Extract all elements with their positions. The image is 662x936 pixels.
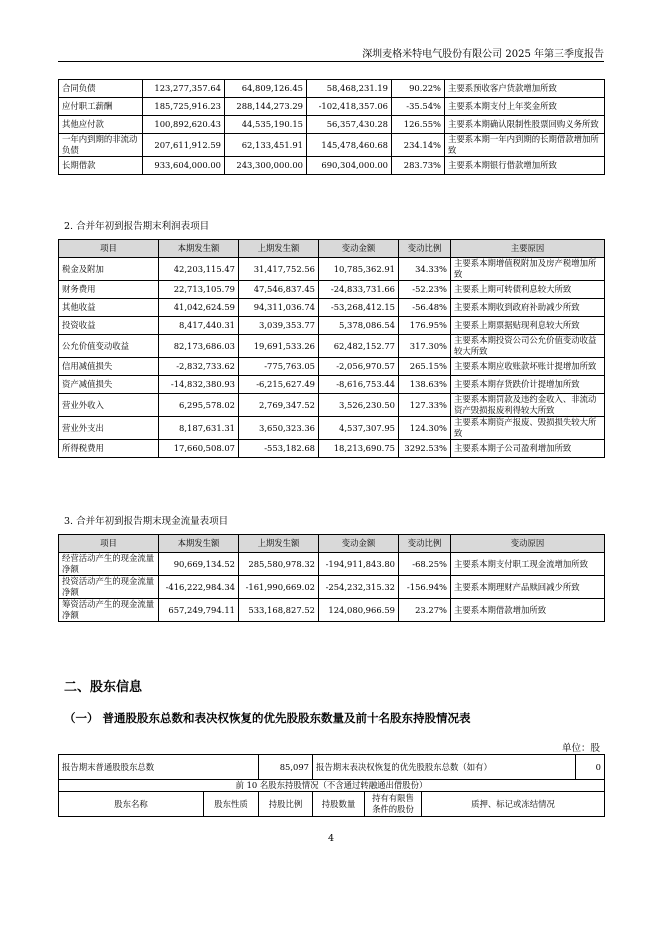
table-cell: 主要系本期增值税附加及房产税增加所致 xyxy=(451,258,605,281)
table-cell: 3,650,323.36 xyxy=(239,417,319,440)
table-cell: 长期借款 xyxy=(59,157,143,175)
total-holders-label: 报告期末普通股股东总数 xyxy=(59,755,259,780)
table-cell: -6,215,627.49 xyxy=(239,376,319,394)
balance-sheet-table xyxy=(58,79,605,175)
table-header-row xyxy=(59,240,605,258)
table-cell: 所得税费用 xyxy=(59,440,159,458)
table-cell: 主要系上期可转债利息较大所致 xyxy=(451,281,605,299)
table-cell: -52.23% xyxy=(399,281,451,299)
pref-holders-label: 报告期末表决权恢复的优先股股东总数（如有） xyxy=(313,755,576,780)
cashflow-section-title: 3. 合并年初到报告期末现金流量表项目 xyxy=(64,516,229,527)
table-cell: 主要系本期银行借款增加所致 xyxy=(445,157,605,175)
table-cell: 288,144,273.29 xyxy=(225,98,307,116)
table-cell: 其他收益 xyxy=(59,299,159,317)
table-cell: 47,546,837.45 xyxy=(239,281,319,299)
column-header: 变动比例 xyxy=(399,535,451,553)
table-cell: 185,725,916.23 xyxy=(143,98,225,116)
table-row xyxy=(59,134,605,157)
table-cell: 234.14% xyxy=(392,134,445,157)
table-cell: 主要系本期资产报废、毁损损失较大所致 xyxy=(451,417,605,440)
table-cell: -102,418,357.06 xyxy=(307,98,392,116)
table-cell: 经营活动产生的现金流量净额 xyxy=(59,553,159,576)
table-row xyxy=(59,116,605,134)
table-cell: 主要系本期收到政府补助减少所致 xyxy=(451,299,605,317)
column-header: 持股数量 xyxy=(313,792,365,817)
table-cell: 56,357,430.28 xyxy=(307,116,392,134)
table-cell: -254,232,315.32 xyxy=(319,576,399,599)
table-row xyxy=(59,98,605,116)
table-row xyxy=(59,394,605,417)
table-cell: 207,611,912.59 xyxy=(143,134,225,157)
table-cell: 19,691,533.26 xyxy=(239,335,319,358)
table-header-row xyxy=(59,792,605,817)
table-cell: 23.27% xyxy=(399,599,451,622)
table-cell: 主要系本期支付上年奖金所致 xyxy=(445,98,605,116)
column-header: 本期发生额 xyxy=(159,240,239,258)
table-cell: 财务费用 xyxy=(59,281,159,299)
table-cell: 690,304,000.00 xyxy=(307,157,392,175)
table-cell: 主要系本期子公司盈利增加所致 xyxy=(451,440,605,458)
table-cell: -2,832,733.62 xyxy=(159,358,239,376)
page-number: 4 xyxy=(327,833,335,844)
table-cell: 127.33% xyxy=(399,394,451,417)
table-cell: 22,713,105.79 xyxy=(159,281,239,299)
table-cell: 62,482,152.77 xyxy=(319,335,399,358)
table-cell: 533,168,827.52 xyxy=(239,599,319,622)
table-cell: 6,295,578.02 xyxy=(159,394,239,417)
table-cell: -53,268,412.15 xyxy=(319,299,399,317)
table-cell: 124,080,966.59 xyxy=(319,599,399,622)
table-cell: 42,203,115.47 xyxy=(159,258,239,281)
cashflow-table xyxy=(58,534,605,622)
table-cell: -8,616,753.44 xyxy=(319,376,399,394)
unit-label: 单位：股 xyxy=(561,743,600,754)
table-cell: 筹资活动产生的现金流量净额 xyxy=(59,599,159,622)
table-row xyxy=(59,358,605,376)
table-cell: 41,042,624.59 xyxy=(159,299,239,317)
table-cell: 44,535,190.15 xyxy=(225,116,307,134)
table-cell: -68.25% xyxy=(399,553,451,576)
table-cell: 31,417,752.56 xyxy=(239,258,319,281)
column-header: 变动金额 xyxy=(319,240,399,258)
table-row xyxy=(59,376,605,394)
table-row xyxy=(59,281,605,299)
table-cell: 145,478,460.68 xyxy=(307,134,392,157)
table-cell: 265.15% xyxy=(399,358,451,376)
table-cell: 营业外收入 xyxy=(59,394,159,417)
table-cell: 90.22% xyxy=(392,80,445,98)
table-cell: 应付职工薪酬 xyxy=(59,98,143,116)
table-cell: 4,537,307.95 xyxy=(319,417,399,440)
total-holders-value: 85,097 xyxy=(259,755,313,780)
table-cell: 10,785,362.91 xyxy=(319,258,399,281)
table-cell: 5,378,086.54 xyxy=(319,317,399,335)
table-cell: -56.48% xyxy=(399,299,451,317)
table-cell: 主要系上期票据贴现利息较大所致 xyxy=(451,317,605,335)
table-cell: 176.95% xyxy=(399,317,451,335)
column-header: 变动原因 xyxy=(451,535,605,553)
table-cell: 主要系本期投资公司公允价值变动收益较大所致 xyxy=(451,335,605,358)
shareholder-section-heading: 二、股东信息 xyxy=(64,680,143,695)
table-cell: 100,892,620.43 xyxy=(143,116,225,134)
table-cell: 主要系本期存货跌价计提增加所致 xyxy=(451,376,605,394)
income-statement-table xyxy=(58,239,605,458)
column-header: 质押、标记或冻结情况 xyxy=(422,792,605,817)
table-cell: 主要系本期确认限制性股票回购义务所致 xyxy=(445,116,605,134)
table-cell: 2,769,347.52 xyxy=(239,394,319,417)
table-cell: -24,833,731.66 xyxy=(319,281,399,299)
report-header-title: 深圳麦格米特电气股份有限公司 2025 年第三季度报告 xyxy=(362,49,604,60)
table-cell: 138.63% xyxy=(399,376,451,394)
shareholder-subsection-heading: （一） 普通股股东总数和表决权恢复的优先股股东数量及前十名股东持股情况表 xyxy=(64,711,471,725)
table-cell: 62,133,451.91 xyxy=(225,134,307,157)
column-header: 本期发生额 xyxy=(159,535,239,553)
table-cell: 18,213,690.75 xyxy=(319,440,399,458)
table-cell: -35.54% xyxy=(392,98,445,116)
table-cell: 933,604,000.00 xyxy=(143,157,225,175)
table-cell: 信用减值损失 xyxy=(59,358,159,376)
table-row xyxy=(59,258,605,281)
header-divider xyxy=(58,61,604,62)
table-cell: 税金及附加 xyxy=(59,258,159,281)
table-row xyxy=(59,417,605,440)
column-header: 上期发生额 xyxy=(239,535,319,553)
table-cell: -416,222,984.34 xyxy=(159,576,239,599)
table-row xyxy=(59,317,605,335)
column-header: 项目 xyxy=(59,240,159,258)
table-cell: 3,039,353.77 xyxy=(239,317,319,335)
table-cell: 82,173,686.03 xyxy=(159,335,239,358)
table-cell: -553,182.68 xyxy=(239,440,319,458)
table-cell: -775,763.05 xyxy=(239,358,319,376)
table-cell: 资产减值损失 xyxy=(59,376,159,394)
table-cell: 8,187,631.31 xyxy=(159,417,239,440)
table-row xyxy=(59,80,605,98)
column-header: 变动金额 xyxy=(319,535,399,553)
table-row xyxy=(59,553,605,576)
table-row xyxy=(59,157,605,175)
table-cell: 317.30% xyxy=(399,335,451,358)
table-cell: 126.55% xyxy=(392,116,445,134)
table-cell: 投资活动产生的现金流量净额 xyxy=(59,576,159,599)
table-cell: 一年内到期的非流动负债 xyxy=(59,134,143,157)
table-row xyxy=(59,299,605,317)
table-cell: 64,809,126.45 xyxy=(225,80,307,98)
table-cell: 17,660,508.07 xyxy=(159,440,239,458)
column-header: 股东名称 xyxy=(59,792,204,817)
column-header: 主要原因 xyxy=(451,240,605,258)
table-cell: 主要系本期理财产品赎回减少所致 xyxy=(451,576,605,599)
table-cell: -194,911,843.80 xyxy=(319,553,399,576)
table-cell: -161,990,669.02 xyxy=(239,576,319,599)
table-cell: 主要系本期一年内到期的长期借款增加所致 xyxy=(445,134,605,157)
table-cell: 主要系本期罚款及违约金收入、非流动资产毁损报废利得较大所致 xyxy=(451,394,605,417)
table-cell: 34.33% xyxy=(399,258,451,281)
table-cell: 主要系本期应收账款坏账计提增加所致 xyxy=(451,358,605,376)
table-cell: 主要系本期支付职工现金流增加所致 xyxy=(451,553,605,576)
shareholder-table xyxy=(58,754,605,817)
column-header: 股东性质 xyxy=(204,792,259,817)
table-cell: 285,580,978.32 xyxy=(239,553,319,576)
table-row xyxy=(59,440,605,458)
table-cell: 283.73% xyxy=(392,157,445,175)
table-cell: 主要系预收客户货款增加所致 xyxy=(445,80,605,98)
table-row xyxy=(59,335,605,358)
table-cell: 合同负债 xyxy=(59,80,143,98)
table-cell: 94,311,036.74 xyxy=(239,299,319,317)
table-cell: 124.30% xyxy=(399,417,451,440)
table-cell: -156.94% xyxy=(399,576,451,599)
column-header: 项目 xyxy=(59,535,159,553)
table-cell: 3,526,230.50 xyxy=(319,394,399,417)
table-cell: 657,249,794.11 xyxy=(159,599,239,622)
column-header: 上期发生额 xyxy=(239,240,319,258)
table-cell: 3292.53% xyxy=(399,440,451,458)
table-cell: 主要系本期借款增加所致 xyxy=(451,599,605,622)
table-cell: 123,277,357.64 xyxy=(143,80,225,98)
pref-holders-value: 0 xyxy=(576,755,605,780)
table-cell: 公允价值变动收益 xyxy=(59,335,159,358)
column-header: 持股比例 xyxy=(259,792,313,817)
table-cell: 90,669,134.52 xyxy=(159,553,239,576)
table-header-row xyxy=(59,535,605,553)
table-cell: 其他应付款 xyxy=(59,116,143,134)
table-cell: 投资收益 xyxy=(59,317,159,335)
table-cell: 243,300,000.00 xyxy=(225,157,307,175)
column-header: 变动比例 xyxy=(399,240,451,258)
table-cell: 8,417,440.31 xyxy=(159,317,239,335)
table-row xyxy=(59,599,605,622)
table-cell: -14,832,380.93 xyxy=(159,376,239,394)
table-cell: 58,468,231.19 xyxy=(307,80,392,98)
income-section-title: 2. 合并年初到报告期末利润表项目 xyxy=(64,221,210,232)
table-cell: 营业外支出 xyxy=(59,417,159,440)
top10-caption: 前 10 名股东持股情况（不含通过转融通出借股份） xyxy=(59,780,605,792)
table-row xyxy=(59,576,605,599)
table-cell: -2,056,970.57 xyxy=(319,358,399,376)
column-header: 持有有限售条件的股份 xyxy=(365,792,422,817)
